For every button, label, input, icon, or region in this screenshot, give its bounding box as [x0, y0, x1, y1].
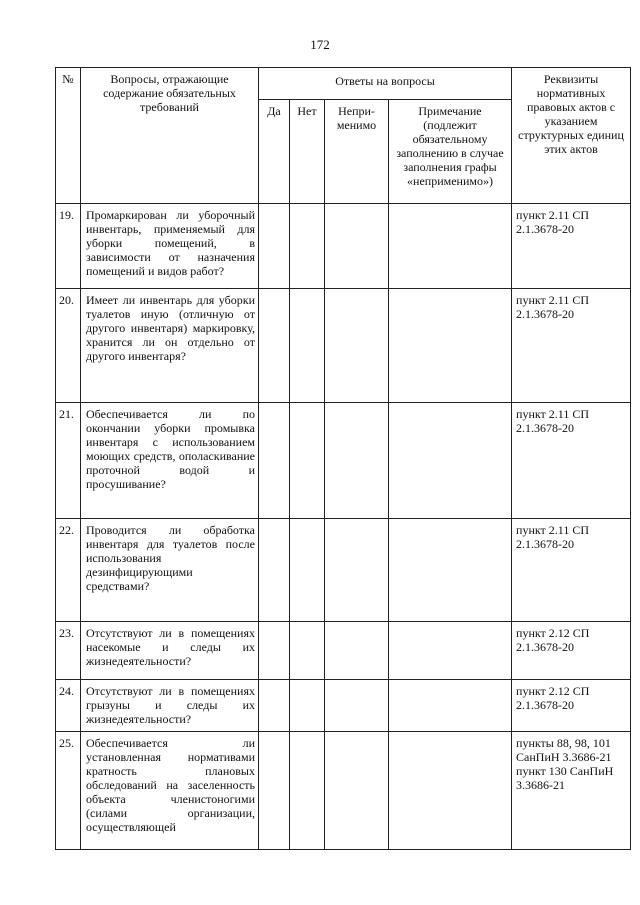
answer-yes-cell[interactable]	[259, 289, 290, 403]
row-question: Обеспечивается ли установленная нормативами кратность плановых обследований на заселенность объекта членистоногими (силами организации, осуществляющей	[81, 732, 259, 850]
answer-note-cell[interactable]	[389, 289, 512, 403]
answer-no-cell[interactable]	[290, 289, 325, 403]
table-row	[56, 204, 631, 289]
table-row	[56, 680, 631, 732]
answer-note-cell[interactable]	[389, 680, 512, 732]
table-row	[56, 519, 631, 622]
answer-no-cell[interactable]	[290, 680, 325, 732]
row-requisite: пункт 2.11 СП 2.1.3678-20	[512, 204, 631, 289]
header-no: Нет	[290, 100, 325, 204]
header-requisites: Реквизиты нормативных правовых актов с указанием структурных единиц этих актов	[512, 68, 631, 204]
answer-yes-cell[interactable]	[259, 403, 290, 519]
answer-no-cell[interactable]	[290, 732, 325, 850]
answer-yes-cell[interactable]	[259, 519, 290, 622]
header-yes: Да	[259, 100, 290, 204]
row-question: Проводится ли обработка инвентаря для туалетов после использования дезинфицирующими средствами?	[81, 519, 259, 622]
table-row	[56, 732, 631, 850]
answer-not-applicable-cell[interactable]	[325, 519, 389, 622]
answer-no-cell[interactable]	[290, 204, 325, 289]
checklist-table	[55, 67, 631, 850]
answer-yes-cell[interactable]	[259, 732, 290, 850]
row-requisite: пункт 2.11 СП 2.1.3678-20	[512, 519, 631, 622]
row-requisite: пункт 2.12 СП 2.1.3678-20	[512, 622, 631, 680]
header-questions: Вопросы, отражающие содержание обязательных требований	[81, 68, 259, 204]
row-number: 24.	[56, 680, 81, 732]
row-number: 21.	[56, 403, 81, 519]
answer-note-cell[interactable]	[389, 732, 512, 850]
header-answers: Ответы на вопросы	[259, 68, 512, 100]
row-requisite: пункт 2.11 СП 2.1.3678-20	[512, 403, 631, 519]
row-requisite: пункт 2.12 СП 2.1.3678-20	[512, 680, 631, 732]
row-question: Имеет ли инвентарь для уборки туалетов иную (отличную от другого инвентаря) маркировку, хранится ли он отдельно от другого инвентаря?	[81, 289, 259, 403]
table-row	[56, 622, 631, 680]
row-number: 23.	[56, 622, 81, 680]
row-number: 19.	[56, 204, 81, 289]
answer-no-cell[interactable]	[290, 622, 325, 680]
answer-note-cell[interactable]	[389, 622, 512, 680]
answer-note-cell[interactable]	[389, 403, 512, 519]
header-num: №	[56, 68, 81, 204]
answer-note-cell[interactable]	[389, 204, 512, 289]
row-requisite: пункт 2.11 СП 2.1.3678-20	[512, 289, 631, 403]
table-row	[56, 403, 631, 519]
page-number: 172	[310, 37, 330, 52]
table-row	[56, 289, 631, 403]
row-number: 20.	[56, 289, 81, 403]
answer-yes-cell[interactable]	[259, 204, 290, 289]
answer-not-applicable-cell[interactable]	[325, 289, 389, 403]
answer-no-cell[interactable]	[290, 403, 325, 519]
row-number: 25.	[56, 732, 81, 850]
header-not-applicable: Непри-менимо	[325, 100, 389, 204]
header-row-top	[56, 68, 631, 100]
header-note: Примечание (подлежит обязательному заполнению в случае заполнения графы «неприменимо»)	[389, 100, 512, 204]
row-question: Отсутствуют ли в помещениях насекомые и следы их жизнедеятельности?	[81, 622, 259, 680]
answer-not-applicable-cell[interactable]	[325, 622, 389, 680]
answer-not-applicable-cell[interactable]	[325, 403, 389, 519]
row-question: Отсутствуют ли в помещениях грызуны и следы их жизнедеятельности?	[81, 680, 259, 732]
row-requisite: пункты 88, 98, 101 СанПиН 3.3686-21 пункт 130 СанПиН 3.3686-21	[512, 732, 631, 850]
answer-yes-cell[interactable]	[259, 622, 290, 680]
answer-not-applicable-cell[interactable]	[325, 732, 389, 850]
answer-no-cell[interactable]	[290, 519, 325, 622]
answer-not-applicable-cell[interactable]	[325, 680, 389, 732]
answer-not-applicable-cell[interactable]	[325, 204, 389, 289]
answer-note-cell[interactable]	[389, 519, 512, 622]
row-question: Обеспечивается ли по окончании уборки промывка инвентаря с использованием моющих средств, ополаскивание проточной водой и просушивание?	[81, 403, 259, 519]
row-question: Промаркирован ли уборочный инвентарь, применяемый для уборки помещений, в зависимости от назначения помещений и видов работ?	[81, 204, 259, 289]
answer-yes-cell[interactable]	[259, 680, 290, 732]
row-number: 22.	[56, 519, 81, 622]
